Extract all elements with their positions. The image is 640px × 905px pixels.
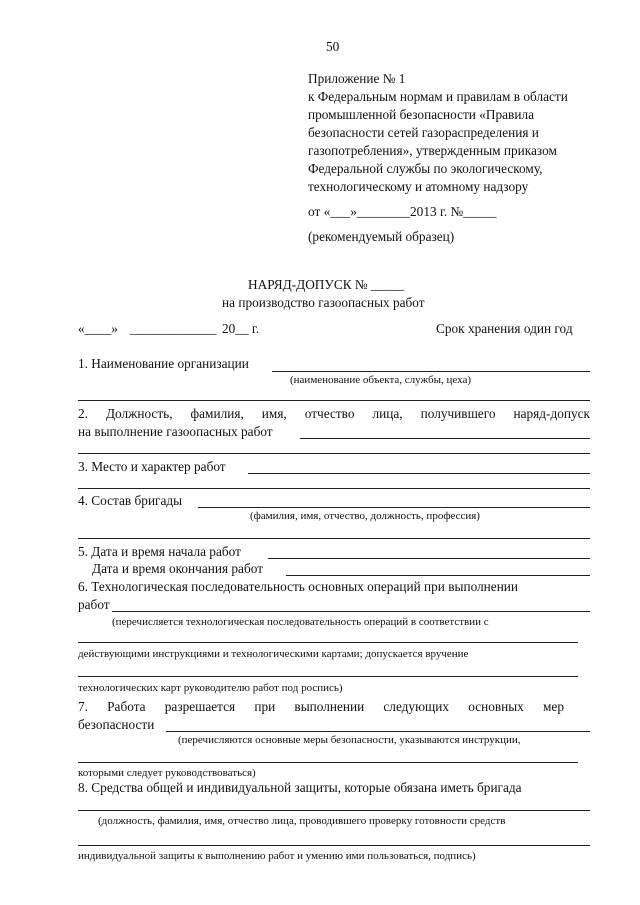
field-6-hint-2: действующими инструкциями и технологическими картами; допускается вручение: [78, 648, 469, 660]
field-6-input-line-3[interactable]: [78, 676, 578, 677]
storage-period: Срок хранения один год: [436, 321, 573, 336]
field-5-end-input-line[interactable]: [286, 575, 590, 576]
page-number: 50: [326, 39, 340, 54]
appendix-line: безопасности сетей газораспределения и: [308, 125, 539, 140]
sample-note: (рекомендуемый образец): [308, 229, 455, 244]
field-6-input-line[interactable]: [112, 611, 590, 612]
field-2-input-line[interactable]: [300, 438, 590, 439]
field-6-label: 6. Технологическая последовательность основных операций при выполнении: [78, 579, 519, 594]
field-1-hint: (наименование объекта, службы, цеха): [290, 374, 471, 386]
field-7-label-cont: безопасности: [78, 717, 155, 732]
field-3-input-line-2[interactable]: [78, 488, 590, 489]
field-5-end-label: Дата и время окончания работ: [92, 561, 264, 576]
field-8-label: 8. Средства общей и индивидуальной защиты, которые обязана иметь бригада: [78, 780, 522, 795]
permit-subtitle: на производство газоопасных работ: [222, 295, 425, 310]
field-4-label: 4. Состав бригады: [78, 493, 183, 508]
field-2-label-cont: на выполнение газоопасных работ: [78, 424, 273, 439]
field-3-input-line[interactable]: [248, 473, 590, 474]
field-4-input-line[interactable]: [198, 507, 590, 508]
appendix-line: к Федеральным нормам и правилам в области: [308, 89, 568, 104]
field-7-hint-2: которыми следует руководствоваться): [78, 767, 256, 779]
date-year: 20__ г.: [222, 321, 260, 336]
field-4-input-line-2[interactable]: [78, 538, 590, 539]
date-month: _____________: [130, 321, 217, 336]
date-day: «____»: [78, 321, 118, 336]
field-6-hint-3: технологических карт руководителю работ под роспись): [78, 682, 343, 694]
field-1-label: 1. Наименование организации: [78, 356, 249, 371]
field-3-label: 3. Место и характер работ: [78, 459, 226, 474]
field-2-input-line-2[interactable]: [78, 453, 590, 454]
permit-title: НАРЯД-ДОПУСК № _____: [248, 277, 405, 292]
field-7-label: 7. Работа разрешается при выполнении следующих основных мер: [78, 699, 564, 714]
order-date-line: от «___»________2013 г. №_____: [308, 204, 497, 219]
field-1-input-line-2[interactable]: [78, 400, 590, 401]
field-6-input-line-2[interactable]: [78, 642, 578, 643]
field-7-input-line[interactable]: [166, 731, 590, 732]
field-8-input-line[interactable]: [78, 810, 590, 811]
appendix-title: Приложение № 1: [308, 71, 406, 86]
field-8-input-line-2[interactable]: [78, 845, 590, 846]
field-5-start-label: 5. Дата и время начала работ: [78, 544, 241, 559]
field-1-input-line[interactable]: [272, 371, 590, 372]
field-8-hint-1: (должность, фамилия, имя, отчество лица, проводившего проверку готовности средств: [98, 815, 506, 827]
field-6-hint-1: (перечисляется технологическая последовательность операций в соответствии с: [112, 616, 489, 628]
appendix-line: технологическому и атомному надзору: [308, 179, 529, 194]
field-8-hint-2: индивидуальной защиты к выполнению работ и умению ими пользоваться, подпись): [78, 850, 476, 862]
field-7-hint-1: (перечисляются основные меры безопасности, указываются инструкции,: [178, 734, 521, 746]
field-2-label: 2. Должность, фамилия, имя, отчество лица, получившего наряд-допуск: [78, 406, 590, 421]
appendix-line: газопотребления», утвержденным приказом: [308, 143, 557, 158]
field-6-label-cont: работ: [78, 597, 110, 612]
field-4-hint: (фамилия, имя, отчество, должность, профессия): [250, 510, 480, 522]
field-5-start-input-line[interactable]: [268, 558, 590, 559]
appendix-line: Федеральной службы по экологическому,: [308, 161, 543, 176]
appendix-line: промышленной безопасности «Правила: [308, 107, 534, 122]
field-7-input-line-2[interactable]: [78, 762, 578, 763]
